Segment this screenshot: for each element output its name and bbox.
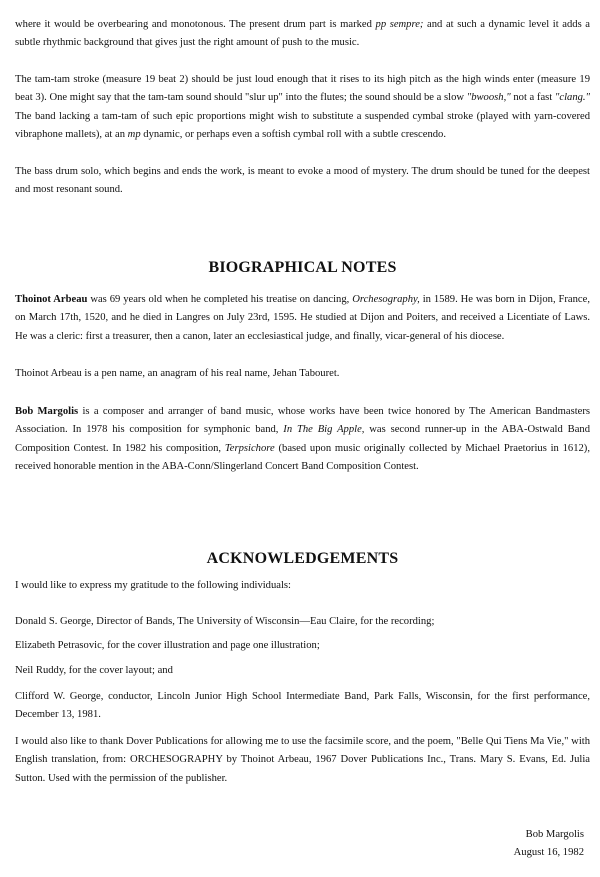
composition-title: In The Big Apple,	[283, 424, 365, 436]
italic-text: "clang."	[554, 92, 591, 104]
bass-drum-paragraph: The bass drum solo, which begins and ends the work, is meant to evoke a mood of mystery. The drum should be tuned for the deepest and most resonant sound.	[15, 166, 590, 196]
text: where it would be overbearing and monotonous. The present drum part is marked	[15, 19, 376, 30]
margolis-bio-paragraph	[15, 403, 590, 477]
dynamic-marking: pp sempre;	[375, 19, 424, 30]
text: dynamic, or perhaps even a softish cymbal roll with a subtle crescendo.	[140, 129, 446, 141]
person-name: Bob Margolis	[15, 406, 79, 417]
ack-item: Elizabeth Petrasovic, for the cover illustration and page one illustration;	[15, 640, 320, 651]
text: (based upon music originally collected by Michael Praetorius in 1612), received honorable mention in the ABA-Conn/Slingerland Concert Band Composition Contest.	[15, 442, 590, 473]
text: in 1589. He was born in Dijon, France, on March 17th, 1520, and he died in Langres on July 23rd, 1595. He studied at Dijon and Poiters, and received a Licentiate of Laws. He was a cleric: first a treasurer, then a canon, later an ecclesiastical judge, and finally, vicar-general of his diocese.	[15, 294, 590, 342]
book-title: Orchesography,	[352, 294, 420, 305]
ack-item: Clifford W. George, conductor, Lincoln Junior High School Intermediate Band, Park Falls, Wisconsin, for the first performance, December 13, 1981.	[15, 691, 590, 721]
ack-item: Neil Ruddy, for the cover layout; and	[15, 665, 173, 676]
text: The band lacking a tam-tam of such epic proportions might wish to substitute a suspended cymbal stroke (played with yarn-covered vibraphone mallets), at an	[15, 110, 590, 141]
arbeau-bio-paragraph	[15, 291, 590, 346]
text: The tam-tam stroke (measure 19 beat 2) should be just loud enough that it rises to its high pitch as the high winds enter (measure 19 beat 3). One might say that the tam-tam sound should "slur up" into the flutes; the sound should be a slow	[15, 74, 590, 104]
tam-tam-paragraph	[15, 71, 590, 145]
acknowledgements-heading: ACKNOWLEDGEMENTS	[206, 550, 399, 567]
dynamic-marking: mp	[127, 129, 141, 141]
person-name: Thoinot Arbeau	[15, 294, 88, 305]
composition-title: Terpsichore	[224, 442, 275, 454]
ack-intro: I would like to express my gratitude to the following individuals:	[15, 580, 291, 591]
text: not a fast	[510, 92, 555, 104]
signature-name: Bob Margolis	[525, 829, 584, 840]
ack-item: Donald S. George, Director of Bands, The University of Wisconsin—Eau Claire, for the recording;	[15, 616, 435, 627]
text: was second runner-up in the ABA-Ostwald Band Composition Contest. In 1982 his composition,	[15, 424, 590, 454]
pen-name-paragraph: Thoinot Arbeau is a pen name, an anagram of his real name, Jehan Tabouret.	[15, 368, 340, 379]
text: and at such a dynamic level it adds a subtle rhythmic background that gives just the right amount of push to the music.	[15, 19, 590, 49]
text: was 69 years old when he completed his treatise on dancing,	[87, 294, 353, 305]
italic-text: "bwoosh,"	[466, 92, 511, 104]
drum-paragraph-1	[15, 16, 590, 53]
text: is a composer and arranger of band music, whose works have been twice honored by The American Bandmasters Association. In 1978 his composition for symphonic band,	[15, 406, 590, 436]
ack-thanks-paragraph: I would also like to thank Dover Publications for allowing me to use the facsimile score, and the poem, "Belle Qui Tiens Ma Vie," with English translation, from: ORCHESOGRAPHY by Thoinot Arbeau, 1967 Dover Publications Inc., Trans. Mary S. Evans, Ed. Julia Sutton. Used with the permission of the publisher.	[15, 736, 590, 784]
signature-date: August 16, 1982	[513, 847, 584, 858]
biographical-notes-heading: BIOGRAPHICAL NOTES	[208, 259, 397, 276]
